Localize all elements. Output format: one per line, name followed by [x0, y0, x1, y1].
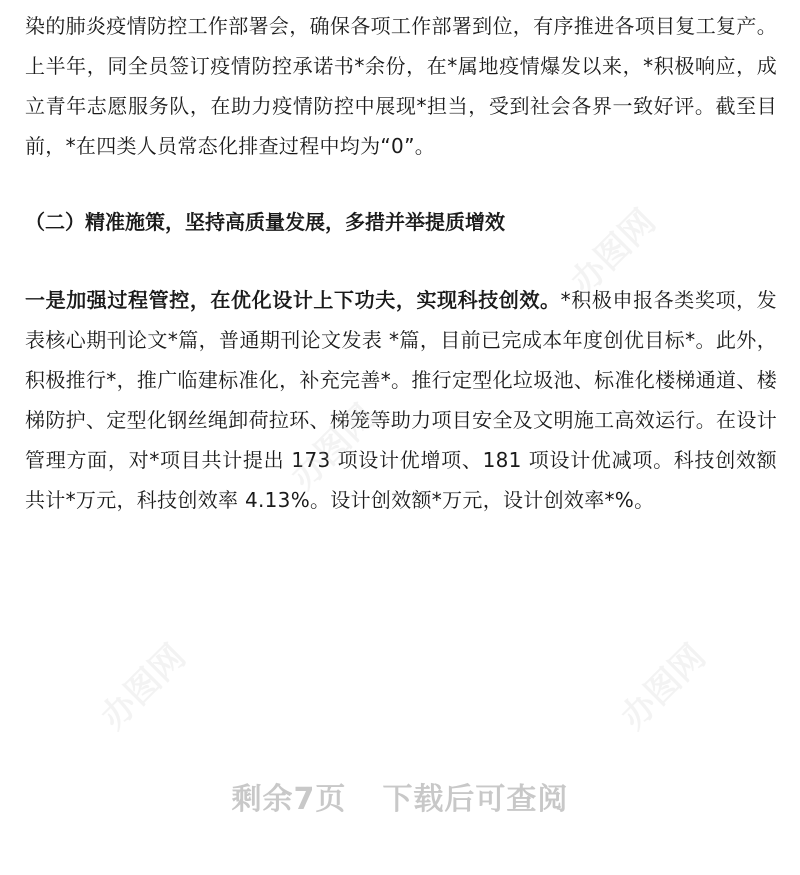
- paragraph-lead: 一是加强过程管控，在优化设计上下功夫，实现科技创效。: [25, 288, 561, 312]
- watermark: 办图网: [283, 396, 384, 498]
- watermark: 办图网: [563, 201, 664, 303]
- remaining-pages-label: 剩余7页: [231, 782, 347, 817]
- download-more-banner[interactable]: [0, 774, 800, 818]
- section-heading: （二）精准施策，坚持高质量发展，多措并举提质增效: [25, 210, 505, 234]
- download-to-view-label: 下载后可查阅: [382, 782, 569, 817]
- paragraph-body: *积极申报各类奖项，发表核心期刊论文*篇，普通期刊论文发表 *篇，目前已完成本年度创优目标*。此外，积极推行*，推广临建标准化，补充完善*。推行定型化垃圾池、标准化楼梯通道、楼梯防护、定型化钢丝绳卸荷拉环、梯笼等助力项目安全及文明施工高效运行。在设计管理方面，对*项目共计提出 173 项设计优增项、181 项设计优减项。科技创效额共计*万元，科技创效率 4.13%。设计创效额*万元，设计创效率*%。: [25, 288, 777, 512]
- watermark: 办图网: [613, 636, 714, 738]
- watermark: 办图网: [93, 636, 194, 738]
- paragraph-process-control: [25, 280, 777, 520]
- document-body: [25, 0, 777, 520]
- paragraph-epidemic-prevention: 染的肺炎疫情防控工作部署会，确保各项工作部署到位，有序推进各项目复工复产。上半年，同全员签订疫情防控承诺书*余份，在*属地疫情爆发以来，*积极响应，成立青年志愿服务队，在助力疫情防控中展现*担当，受到社会各界一致好评。截至目前，*在四类人员常态化排查过程中均为“0”。: [25, 14, 777, 158]
